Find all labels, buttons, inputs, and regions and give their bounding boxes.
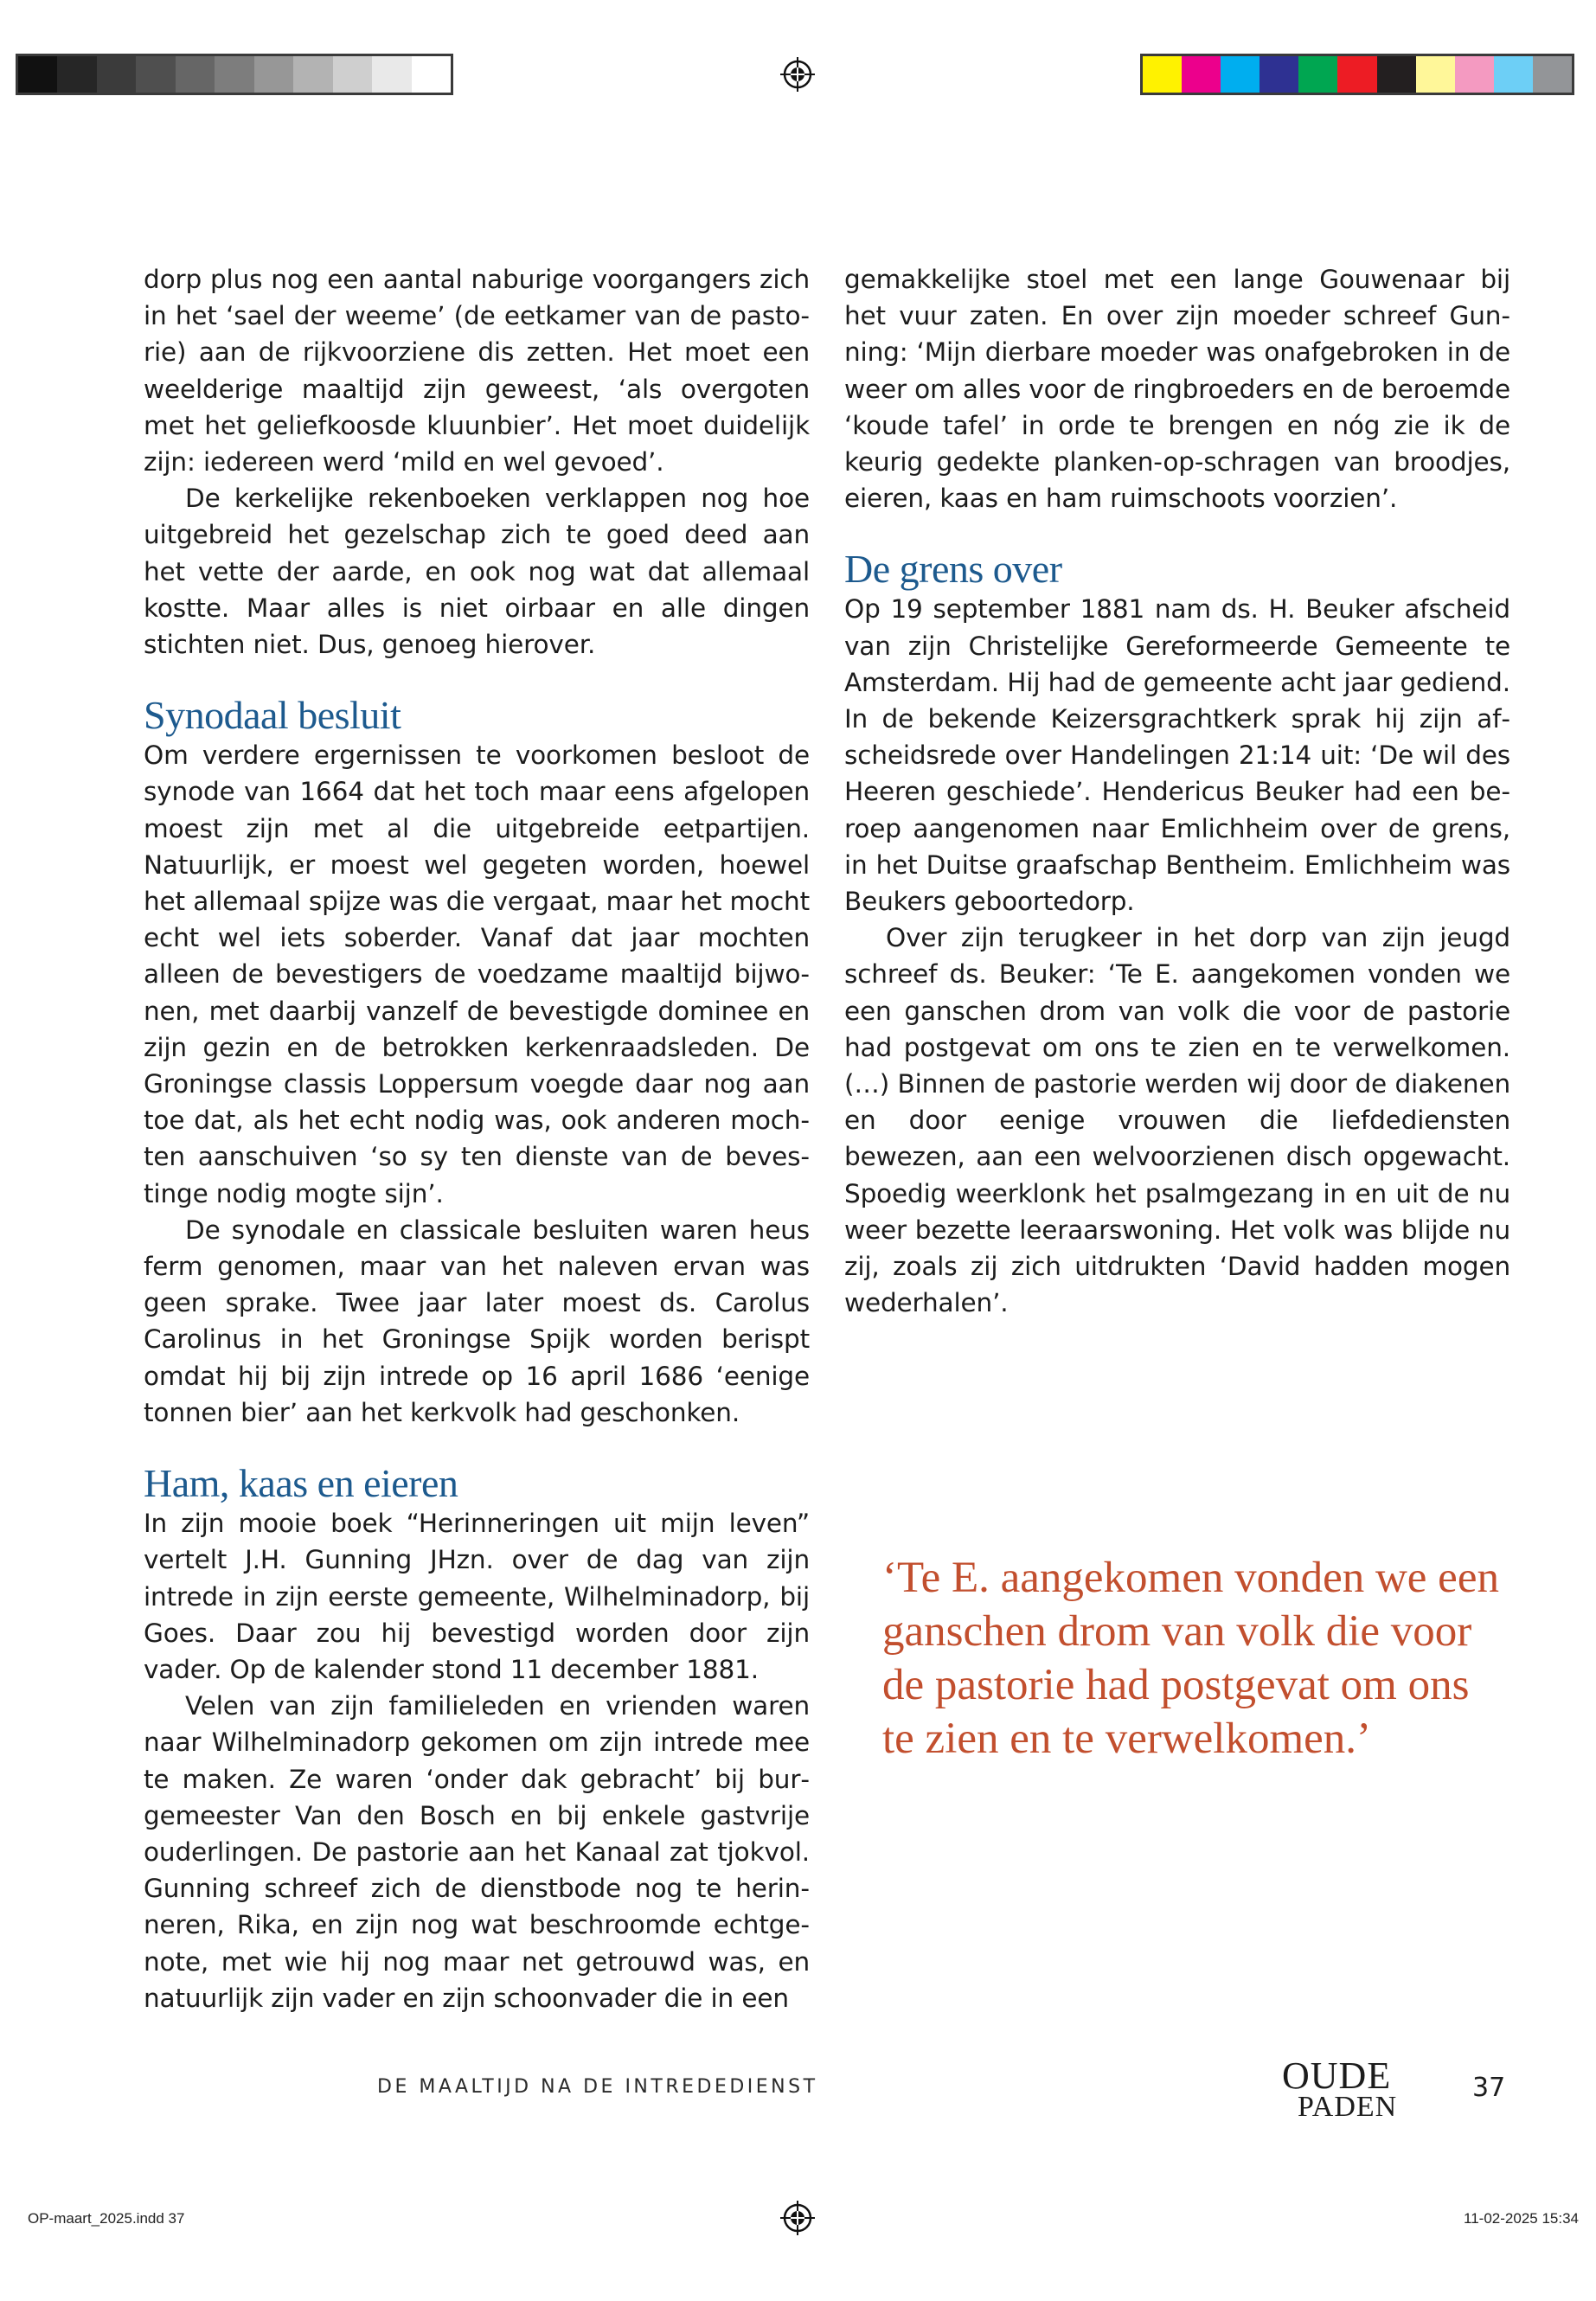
body-paragraph: Velen van zijn familieleden en vrienden waren naar Wilhelminadorp gekomen om zijn intrede mee te maken. Ze waren ‘onder dak gebracht’ bij burgemeester Van den Bosch en bij enkele gastvrije ouderlingen. De pastorie aan het Kanaal zat tjokvol. Gunning schreef zich de dienstbode nog te herinneren, Rika, en zijn nog wat beschroomde echtgenote, met wie hij nog maar net getrouwd was, en natuurlijk zijn vader en zijn schoonvader die in een: [144, 1691, 810, 2013]
calibration-swatch: [1377, 56, 1416, 93]
calibration-swatch: [136, 56, 175, 93]
body-paragraph: gemakkelijke stoel met een lange Gouwenaar bij het vuur zaten. En over zijn moeder schreef Gunning: ‘Mijn dierbare moeder was onafgebroken in de weer om alles voor de ringbroeders en de beroemde ‘koude tafel’ in orde te brengen en nóg zie ik de keurig gedekte planken-op-schragen van broodjes, eieren, kaas en ham ruimschoots voorzien’.: [844, 265, 1510, 514]
calibration-swatch: [57, 56, 96, 93]
calibration-swatch: [1298, 56, 1337, 93]
body-paragraph: Op 19 september 1881 nam ds. H. Beuker afscheid van zijn Christelijke Gereformeerde Gemeente te Amsterdam. Hij had de gemeente acht jaar gediend. In de bekende Keizersgrachtkerk sprak hij zijn afscheidsrede over Handelingen 21:14 uit: ‘De wil des Heeren geschiede’. Hendericus Beuker had een beroep aangenomen naar Emlichheim over de grens, in het Duitse graafschap Bentheim. Emlichheim was Beukers geboortedorp.: [844, 594, 1510, 917]
body-paragraph: dorp plus nog een aantal naburige voorgangers zich in het ‘sael der weeme’ (de eetkamer van de pastorie) aan de rijkvoorziene dis zetten. Het moet een weelderige maaltijd zijn geweest, ‘als overgoten met het geliefkoosde kluunbier’. Het moet duidelijk zijn: iedereen werd ‘mild en wel gevoed’.: [144, 265, 810, 478]
calibration-swatch: [372, 56, 411, 93]
slug-file-info: OP-maart_2025.indd 37: [28, 2210, 185, 2227]
slug-date-time: 11-02-2025 15:34: [1464, 2210, 1579, 2227]
running-title: DE MAALTIJD NA DE INTREDEDIENST: [377, 2076, 818, 2098]
calibration-swatch: [333, 56, 372, 93]
body-paragraph: De synodale en classicale besluiten waren heus ferm genomen, maar van het naleven ervan was geen sprake. Twee jaar later moest ds. Carolus Carolinus in het Groningse Spijk worden berispt omdat hij bij zijn intrede op 16 april 1686 ‘eenige tonnen bier’ aan het kerkvolk had geschonken.: [144, 1215, 810, 1427]
section-heading-synodaal-besluit: Synodaal besluit: [144, 693, 401, 738]
calibration-swatch: [412, 56, 451, 93]
left-column: [144, 261, 810, 2016]
calibration-swatch: [1259, 56, 1298, 93]
registration-mark-icon: [780, 2201, 815, 2235]
calibration-swatch: [1337, 56, 1376, 93]
registration-mark-icon: [780, 57, 815, 92]
body-paragraph: Om verdere ergernissen te voorkomen besloot de synode van 1664 dat het toch maar eens afgelopen moest zijn met al die uitgebreide eetpartijen. Natuurlijk, er moest wel gegeten worden, hoewel het allemaal spijze was die vergaat, maar het mocht echt wel iets soberder. Vanaf dat jaar mochten alleen de bevestigers de voedzame maaltijd bijwonen, met daarbij vanzelf de bevestigde dominee en zijn gezin en de betrokken kerkenraadsleden. De Groningse classis Loppersum voegde daar nog aan toe dat, als het echt nodig was, ook anderen mochten aanschuiven ‘so sy ten dienste van de bevestinge nodig mogte sijn’.: [144, 740, 810, 1208]
calibration-swatch: [254, 56, 293, 93]
calibration-swatch: [1416, 56, 1455, 93]
calibration-swatch: [97, 56, 136, 93]
calibration-swatch: [1455, 56, 1494, 93]
right-column: [844, 261, 1510, 1321]
body-paragraph: In zijn mooie boek “Herinneringen uit mijn leven” vertelt J.H. Gunning JHzn. over de dag van zijn intrede in zijn eerste gemeente, Wilhelminadorp, bij Goes. Daar zou hij bevestigd worden door zijn vader. Op de kalender stond 11 december 1881.: [144, 1509, 810, 1684]
calibration-swatch: [1494, 56, 1533, 93]
calibration-swatch: [176, 56, 215, 93]
calibration-swatch: [18, 56, 57, 93]
calibration-swatch: [215, 56, 253, 93]
logo-line-oude: OUDE: [1282, 2054, 1392, 2097]
body-paragraph: De kerkelijke rekenboeken verklappen nog hoe uitgebreid het gezelschap zich te goed deed aan het vette der aarde, en ook nog wat dat allemaal kostte. Maar alles is niet oirbaar en alle dingen stichten niet. Dus, genoeg hierover.: [144, 484, 810, 660]
page-number: 37: [1472, 2073, 1506, 2103]
calibration-swatch: [1533, 56, 1572, 93]
logo-line-paden: PADEN: [1298, 2091, 1398, 2123]
body-paragraph: Over zijn terugkeer in het dorp van zijn jeugd schreef ds. Beuker: ‘Te E. aangekomen vonden we een ganschen drom van volk die voor de pastorie had postgevat om ons te zien en te verwelkomen. (…) Binnen de pastorie werden wij door de diakenen en door eenige vrouwen die liefdediensten bewezen, aan een welvoorzienen disch opgewacht. Spoedig weerklonk het psalmgezang in en uit de nu weer bezette leeraarswoning. Het volk was blijde nu zij, zoals zij zich uitdrukten ‘David hadden mogen wederhalen’.: [844, 923, 1510, 1318]
section-heading-ham-kaas-en-eieren: Ham, kaas en eieren: [144, 1461, 458, 1506]
oude-paden-logo: [1282, 2054, 1420, 2131]
gray-calibration-bar: [16, 54, 453, 95]
section-heading-de-grens-over: De grens over: [844, 547, 1062, 592]
color-calibration-bar: [1140, 54, 1574, 95]
pull-quote: ‘Te E. aangekomen vonden we een ganschen drom van volk die voor de pastorie had postgevat om ons te zien en te verwelkomen.’: [882, 1554, 1499, 1763]
calibration-swatch: [1143, 56, 1182, 93]
calibration-swatch: [1182, 56, 1221, 93]
calibration-swatch: [1221, 56, 1259, 93]
calibration-swatch: [293, 56, 332, 93]
